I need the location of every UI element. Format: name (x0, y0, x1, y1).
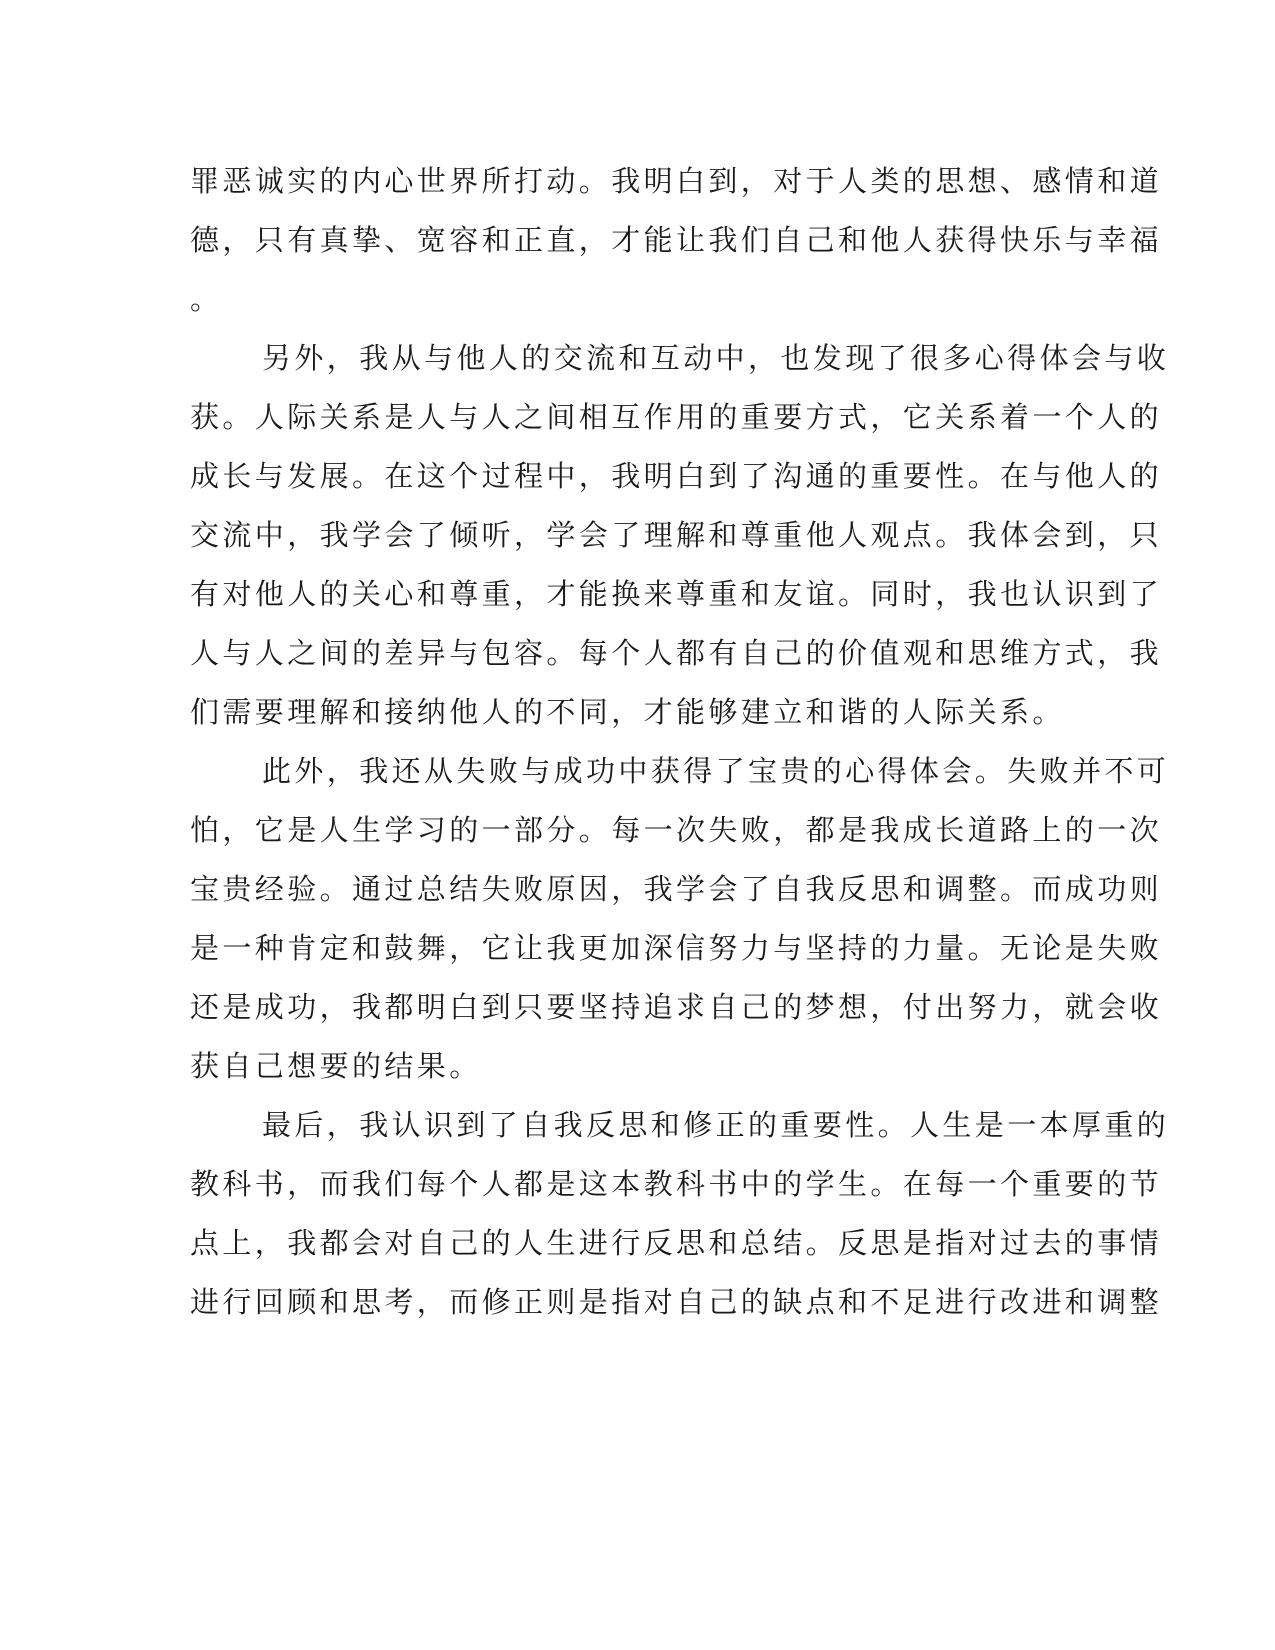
paragraph-first-line: 最后，我认识到了自我反思和修正的重要性。人生是一本厚重的 (262, 1108, 1170, 1142)
text-line: 宝贵经验。通过总结失败原因，我学会了自我反思和调整。而成功则 (190, 872, 1163, 906)
text-line: 获。人际关系是人与人之间相互作用的重要方式，它关系着一个人的 (190, 400, 1163, 434)
paragraph-first-line: 此外，我还从失败与成功中获得了宝贵的心得体会。失败并不可 (262, 754, 1170, 788)
text-line: 有对他人的关心和尊重，才能换来尊重和友谊。同时，我也认识到了 (190, 577, 1163, 611)
text-line: 德，只有真挚、宽容和正直，才能让我们自己和他人获得快乐与幸福 (190, 223, 1163, 257)
text-line: 教科书，而我们每个人都是这本教科书中的学生。在每一个重要的节 (190, 1167, 1163, 1201)
text-line: 。 (190, 282, 223, 316)
text-line: 人与人之间的差异与包容。每个人都有自己的价值观和思维方式，我 (190, 636, 1163, 670)
text-line: 交流中，我学会了倾听，学会了理解和尊重他人观点。我体会到，只 (190, 518, 1163, 552)
text-line: 罪恶诚实的内心世界所打动。我明白到，对于人类的思想、感情和道 (190, 164, 1163, 198)
text-line: 还是成功，我都明白到只要坚持追求自己的梦想，付出努力，就会收 (190, 990, 1163, 1024)
text-line: 成长与发展。在这个过程中，我明白到了沟通的重要性。在与他人的 (190, 459, 1163, 493)
text-line: 们需要理解和接纳他人的不同，才能够建立和谐的人际关系。 (190, 695, 1065, 729)
paragraph-first-line: 另外，我从与他人的交流和互动中，也发现了很多心得体会与收 (262, 341, 1170, 375)
text-line: 进行回顾和思考，而修正则是指对自己的缺点和不足进行改进和调整 (190, 1285, 1163, 1319)
text-line: 点上，我都会对自己的人生进行反思和总结。反思是指对过去的事情 (190, 1226, 1163, 1260)
text-line: 是一种肯定和鼓舞，它让我更加深信努力与坚持的力量。无论是失败 (190, 931, 1163, 965)
text-line: 怕，它是人生学习的一部分。每一次失败，都是我成长道路上的一次 (190, 813, 1163, 847)
text-line: 获自己想要的结果。 (190, 1049, 482, 1083)
